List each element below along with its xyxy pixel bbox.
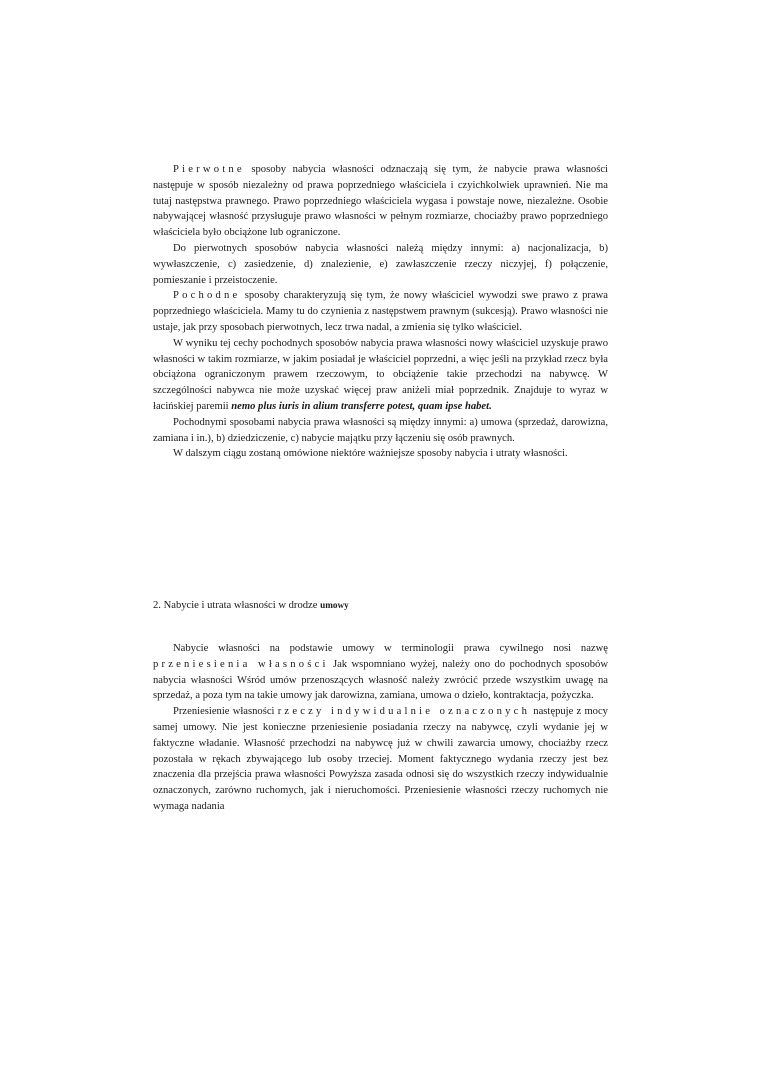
paragraph-specific-things [153, 704, 608, 815]
heading-small: umowy [320, 600, 349, 610]
paragraph-derivative-methods [153, 288, 608, 335]
paragraph-derivative-list: Pochodnymi sposobami nabycia prawa własności są między innymi: a) umowa (sprzedaż, darowizna, zamiana i in.), b) dziedziczenie, c) nabycie majątku przy łączeniu się osób prawnych. [153, 416, 608, 444]
paragraph-text: Nabycie własności na podstawie umowy w terminologii prawa cywilnego nosi nazwę [173, 643, 608, 654]
paragraph-text: Jak wspomniano wyżej, należy ono do pochodnych sposobów nabycia własności Wśród umów przenoszących własność należy zwrócić przede wszystkim uwagę na sprzedaż, a poza tym na takie umowy jak darowizna, zamiana, umowa o dzieło, kontraktacja, pożyczka. [153, 658, 608, 702]
section-2-body [153, 641, 608, 815]
section-heading [153, 600, 349, 611]
paragraph-text: sposoby charakteryzują się tym, że nowy właściciel wywodzi swe prawo z prawa poprzedniego właściciela. Mamy tu do czynienia z następstwem prawnym (sukcesją). Prawo własności nie ustaje, jak przy sposobach pierwotnych, lecz trwa nadal, a zmienia się tylko właściciel. [153, 290, 608, 333]
paragraph-derivative-effect [153, 336, 608, 415]
paragraph-text: sposoby nabycia własności odznaczają się tym, że nabycie prawa własności następuje w sposób niezależny od prawa poprzedniego właściciela i czyichkolwiek uprawnień. Nie ma tutaj następstwa prawnego. Prawo poprzedniego właściciela wygasa i powstaje nowe, niezależne. Osobie nabywającej własność przysługuje prawo własności w pełnym rozmiarze, chociażby prawo poprzedniego właściciela było obciążone lub ograniczone. [153, 164, 608, 239]
paragraph-original-list: Do pierwotnych sposobów nabycia własności należą między innymi: a) nacjonalizacja, b) wywłaszczenie, c) zasiedzenie, d) znalezienie, e) zawłaszczenie rzeczy niczyjej, f) połączenie, pomieszanie i przeistoczenie. [153, 242, 608, 286]
paragraph-text: Przeniesienie własności [173, 706, 278, 718]
term-pierwotne: Pierwotne [173, 164, 245, 175]
paragraph-text: W wyniku tej cechy pochodnych sposobów nabycia prawa własności nowy właściciel uzyskuje prawo własności w takim rozmiarze, w jakim posiadał je właściciel poprzedni, a więc jeśli na przykład rzecz była obciążona ograniczonym prawem rzeczowym, to obciążenie takie przechodzi na nabywcę. W szczególności nabywca nie może uzyskać więcej praw aniżeli miał poprzednik. Znajduje to wyraz w łacińskiej paremii [153, 337, 608, 412]
paragraph-original-methods [153, 162, 608, 241]
latin-maxim: nemo plus iuris in alium transferre potest, quam ipse habet. [231, 400, 492, 412]
paragraph-further-discussion: W dalszym ciągu zostaną omówione niektóre ważniejsze sposoby nabycia i utraty własności. [173, 448, 568, 460]
term-przeniesienie-wlasnosci: przeniesienia własności [153, 658, 329, 670]
heading-main: 2. Nabycie i utrata własności w drodze [153, 600, 321, 611]
paragraph-text: następuje z mocy samej umowy. Nie jest konieczne przeniesienie posiadania rzeczy na nabywcę, czyli wydanie jej w faktyczne władanie. Własność przechodzi na nabywcę już w chwili zawarcia umowy, chociażby rzecz pozostała w rękach zbywającego lub osoby trzeciej. Moment faktycznego wydania rzeczy jest bez znaczenia dla przejścia prawa własności Powyższa zasada odnosi się do wszystkich rzeczy indywidualnie oznaczonych, zarówno ruchomych, jak i nieruchomości. Przeniesienie własności rzeczy ruchomych nie wymaga nadania [153, 706, 608, 812]
term-pochodne: Pochodne [173, 290, 241, 302]
paragraph-contract-acquisition [153, 641, 608, 704]
term-rzeczy-indywidualnie-oznaczonych: rzeczy indywidualnie oznaczonych [277, 706, 531, 718]
section-1-body [153, 162, 608, 462]
